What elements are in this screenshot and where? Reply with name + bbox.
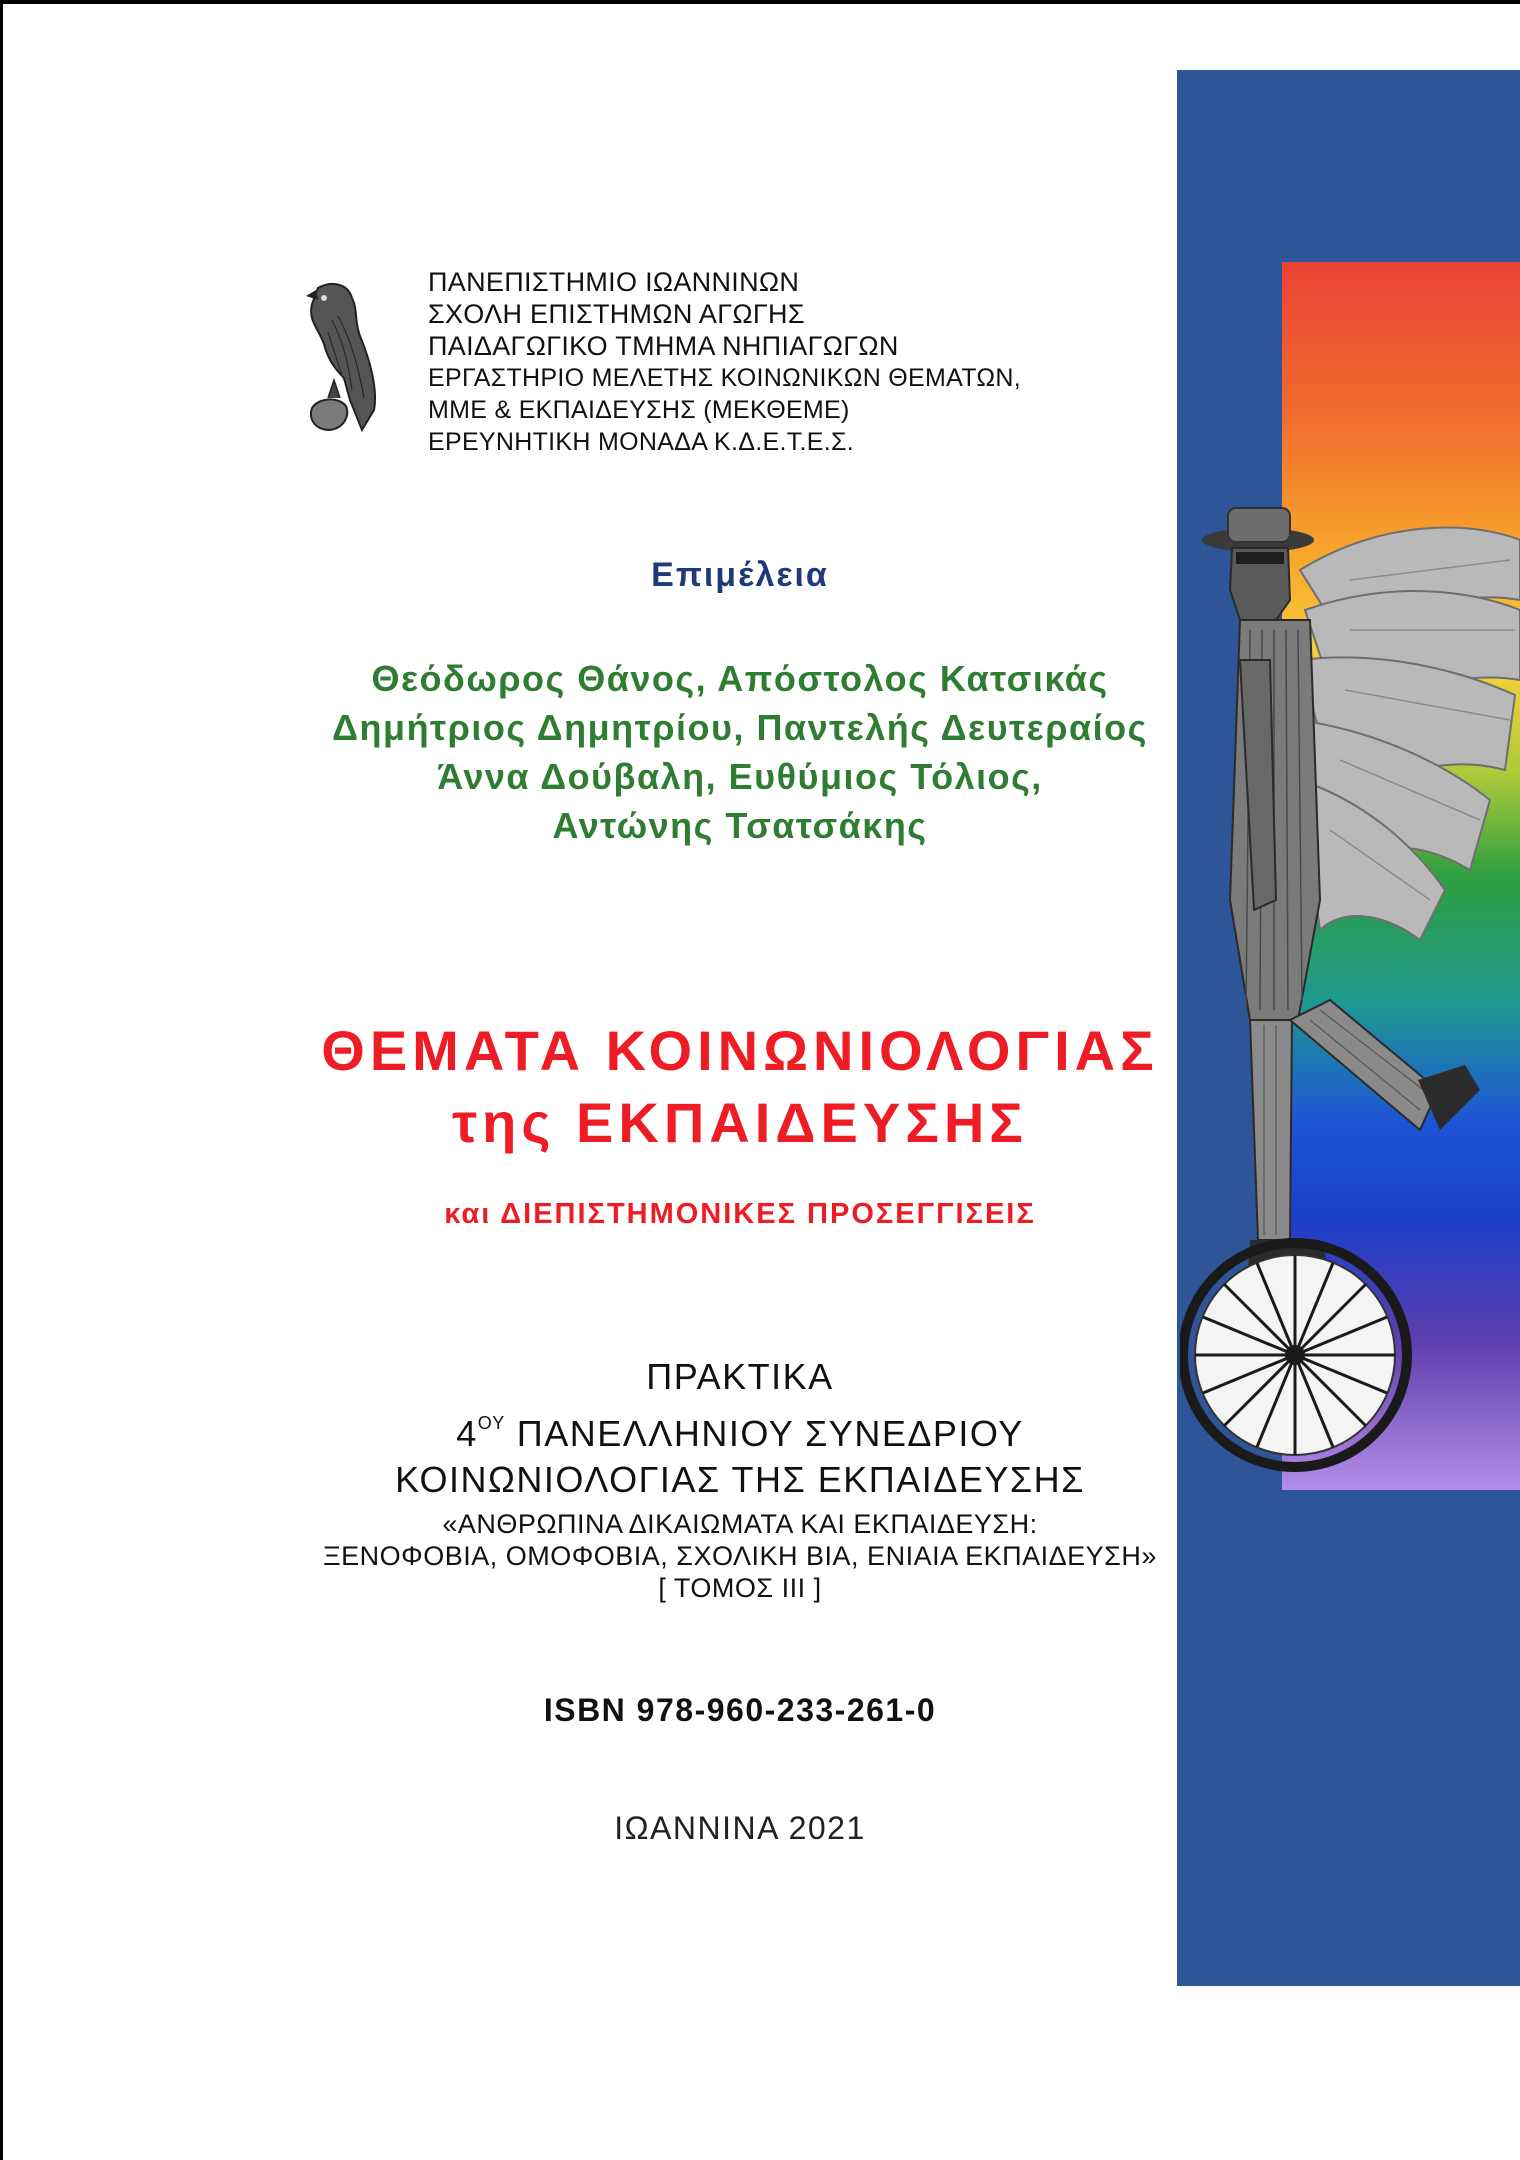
- winged-figure-illustration: [1180, 480, 1520, 1480]
- institution-line: ΠΑΙΔΑΓΩΓΙΚΟ ΤΜΗΜΑ ΝΗΠΙΑΓΩΓΩΝ: [428, 331, 899, 361]
- conference-ordinal: 4: [456, 1413, 478, 1454]
- frame-top-border: [0, 0, 1520, 4]
- shoe-kicking: [1418, 1065, 1480, 1130]
- conference-field: ΚΟΙΝΩΝΙΟΛΟΓΙΑΣ ΤΗΣ ΕΚΠΑΙΔΕΥΣΗΣ: [395, 1459, 1085, 1500]
- conference-theme-line: «ΑΝΘΡΩΠΙΝΑ ΔΙΚΑΙΩΜΑΤΑ ΚΑΙ ΕΚΠΑΙΔΕΥΣΗ:: [442, 1509, 1038, 1539]
- conference-line: [180, 1400, 1300, 1457]
- conference-name: ΠΑΝΕΛΛΗΝΙΟΥ ΣΥΝΕΔΡΙΟΥ: [516, 1413, 1024, 1454]
- frame-left-border: [0, 0, 3, 2160]
- editor-names-line: Άννα Δούβαλη, Ευθύμιος Τόλιος,: [437, 756, 1043, 797]
- leg-kicking: [1290, 1000, 1438, 1130]
- institution-line: ΜΜΕ & ΕΚΠΑΙΔΕΥΣΗΣ (ΜΕΚΘΕΜΕ): [428, 396, 850, 424]
- owl-logo-icon: [288, 280, 384, 440]
- place-year: ΙΩΑΝΝΙΝΑ 2021: [614, 1810, 866, 1846]
- editor-names-line: Αντώνης Τσατσάκης: [552, 805, 928, 846]
- isbn-number: ISBN 978-960-233-261-0: [543, 1692, 937, 1728]
- hat-crown: [1228, 508, 1290, 542]
- conference-theme-block: [180, 1508, 1300, 1604]
- institution-line: ΣΧΟΛΗ ΕΠΙΣΤΗΜΩΝ ΑΓΩΓΗΣ: [428, 299, 805, 329]
- book-subtitle: και ΔΙΕΠΙΣΤΗΜΟΝΙΚΕΣ ΠΡΟΣΕΓΓΙΣΕΙΣ: [444, 1198, 1036, 1230]
- wing-shape: [1298, 528, 1520, 940]
- conference-theme-line: ΞΕΝΟΦΟΒΙΑ, ΟΜΟΦΟΒΙΑ, ΣΧΟΛΙΚΗ ΒΙΑ, ΕΝΙΑΙΑ ΕΚΠΑΙΔΕΥΣΗ»: [323, 1541, 1157, 1571]
- institution-line: ΠΑΝΕΠΙΣΤΗΜΙΟ ΙΩΑΝΝΙΝΩΝ: [428, 267, 800, 297]
- editors-block: [180, 654, 1300, 850]
- book-title-line1: ΘΕΜΑΤΑ ΚΟΙΝΩΝΙΟΛΟΓΙΑΣ: [321, 1019, 1159, 1082]
- volume-label: [ ΤΟΜΟΣ ΙΙΙ ]: [658, 1573, 822, 1603]
- institution-line: ΕΡΕΥΝΗΤΙΚΗ ΜΟΝΑΔΑ Κ.Δ.Ε.Τ.Ε.Σ.: [428, 428, 855, 456]
- proceedings-block: [180, 1354, 1300, 1503]
- proceedings-heading: ΠΡΑΚΤΙΚΑ: [646, 1356, 834, 1397]
- conference-ordinal-suffix: ΟΥ: [477, 1413, 506, 1433]
- editing-label: Επιμέλεια: [651, 556, 829, 594]
- editor-names-line: Θεόδωρος Θάνος, Απόστολος Κατσικάς: [371, 658, 1109, 699]
- book-title-line2: της ΕΚΠΑΙΔΕΥΣΗΣ: [452, 1091, 1028, 1154]
- editor-names-line: Δημήτριος Δημητρίου, Παντελής Δευτεραίος: [332, 707, 1148, 748]
- institution-line: ΕΡΓΑΣΤΗΡΙΟ ΜΕΛΕΤΗΣ ΚΟΙΝΩΝΙΚΩΝ ΘΕΜΑΤΩΝ,: [428, 364, 1021, 392]
- institution-block: [428, 266, 1021, 458]
